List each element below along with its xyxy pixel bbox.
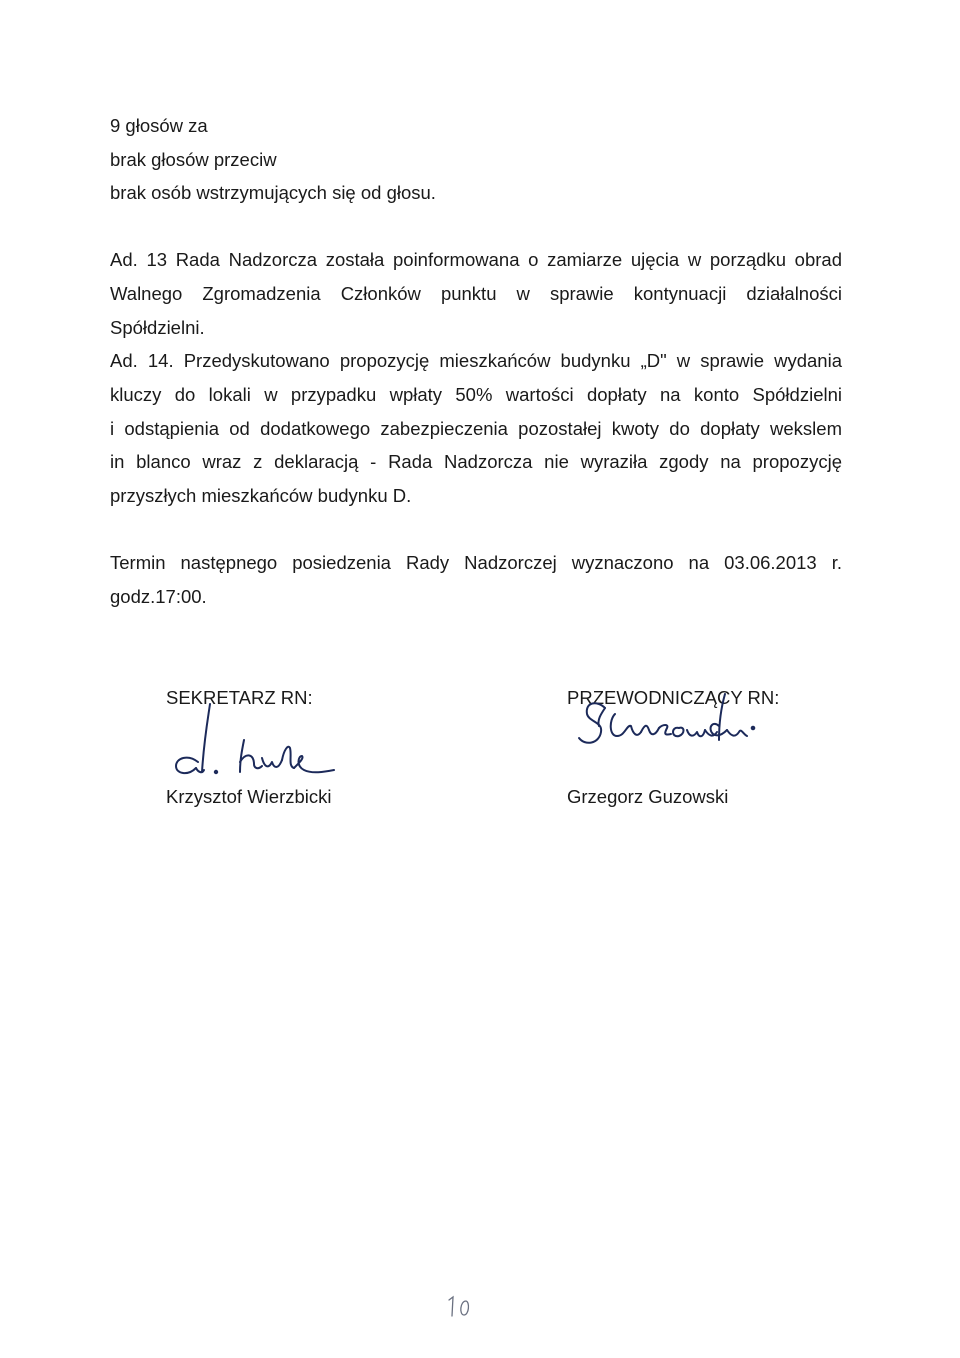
ad14-line-5: przyszłych mieszkańców budynku D. bbox=[110, 485, 412, 506]
ad14-line-4: in blanco wraz z deklaracją - Rada Nadzorcza nie wyraziła zgody na propozycję bbox=[110, 451, 842, 472]
votes-for: 9 głosów za bbox=[110, 115, 208, 136]
chairman-signature bbox=[575, 690, 775, 770]
ad13-line-2: Walnego Zgromadzenia Członków punktu w sprawie kontynuacji działalności bbox=[110, 283, 842, 304]
ad14-line-2: kluczy do lokali w przypadku wpłaty 50% wartości dopłaty na konto Spółdzielni bbox=[110, 384, 842, 405]
secretary-name: Krzysztof Wierzbicki bbox=[166, 786, 332, 807]
secretary-role: SEKRETARZ RN: bbox=[166, 687, 313, 708]
chairman-name: Grzegorz Guzowski bbox=[567, 786, 729, 807]
next-meeting-line-1: Termin następnego posiedzenia Rady Nadzorczej wyznaczono na 03.06.2013 r. bbox=[110, 552, 842, 573]
ad14-line-1: Ad. 14. Przedyskutowano propozycję mieszkańców budynku „D" w sprawie wydania bbox=[110, 350, 842, 371]
votes-abstain: brak osób wstrzymujących się od głosu. bbox=[110, 182, 436, 203]
secretary-signature bbox=[158, 700, 348, 780]
ad14-line-3: i odstąpienia od dodatkowego zabezpieczenia pozostałej kwoty do dopłaty wekslem bbox=[110, 418, 842, 439]
chairman-role: PRZEWODNICZĄCY RN: bbox=[567, 687, 780, 708]
ad13-line-1: Ad. 13 Rada Nadzorcza została poinformowana o zamiarze ujęcia w porządku obrad bbox=[110, 249, 842, 270]
ad13-line-3: Spółdzielni. bbox=[110, 317, 205, 338]
page-number bbox=[440, 1290, 480, 1320]
votes-against: brak głosów przeciw bbox=[110, 149, 277, 170]
next-meeting-line-2: godz.17:00. bbox=[110, 586, 207, 607]
